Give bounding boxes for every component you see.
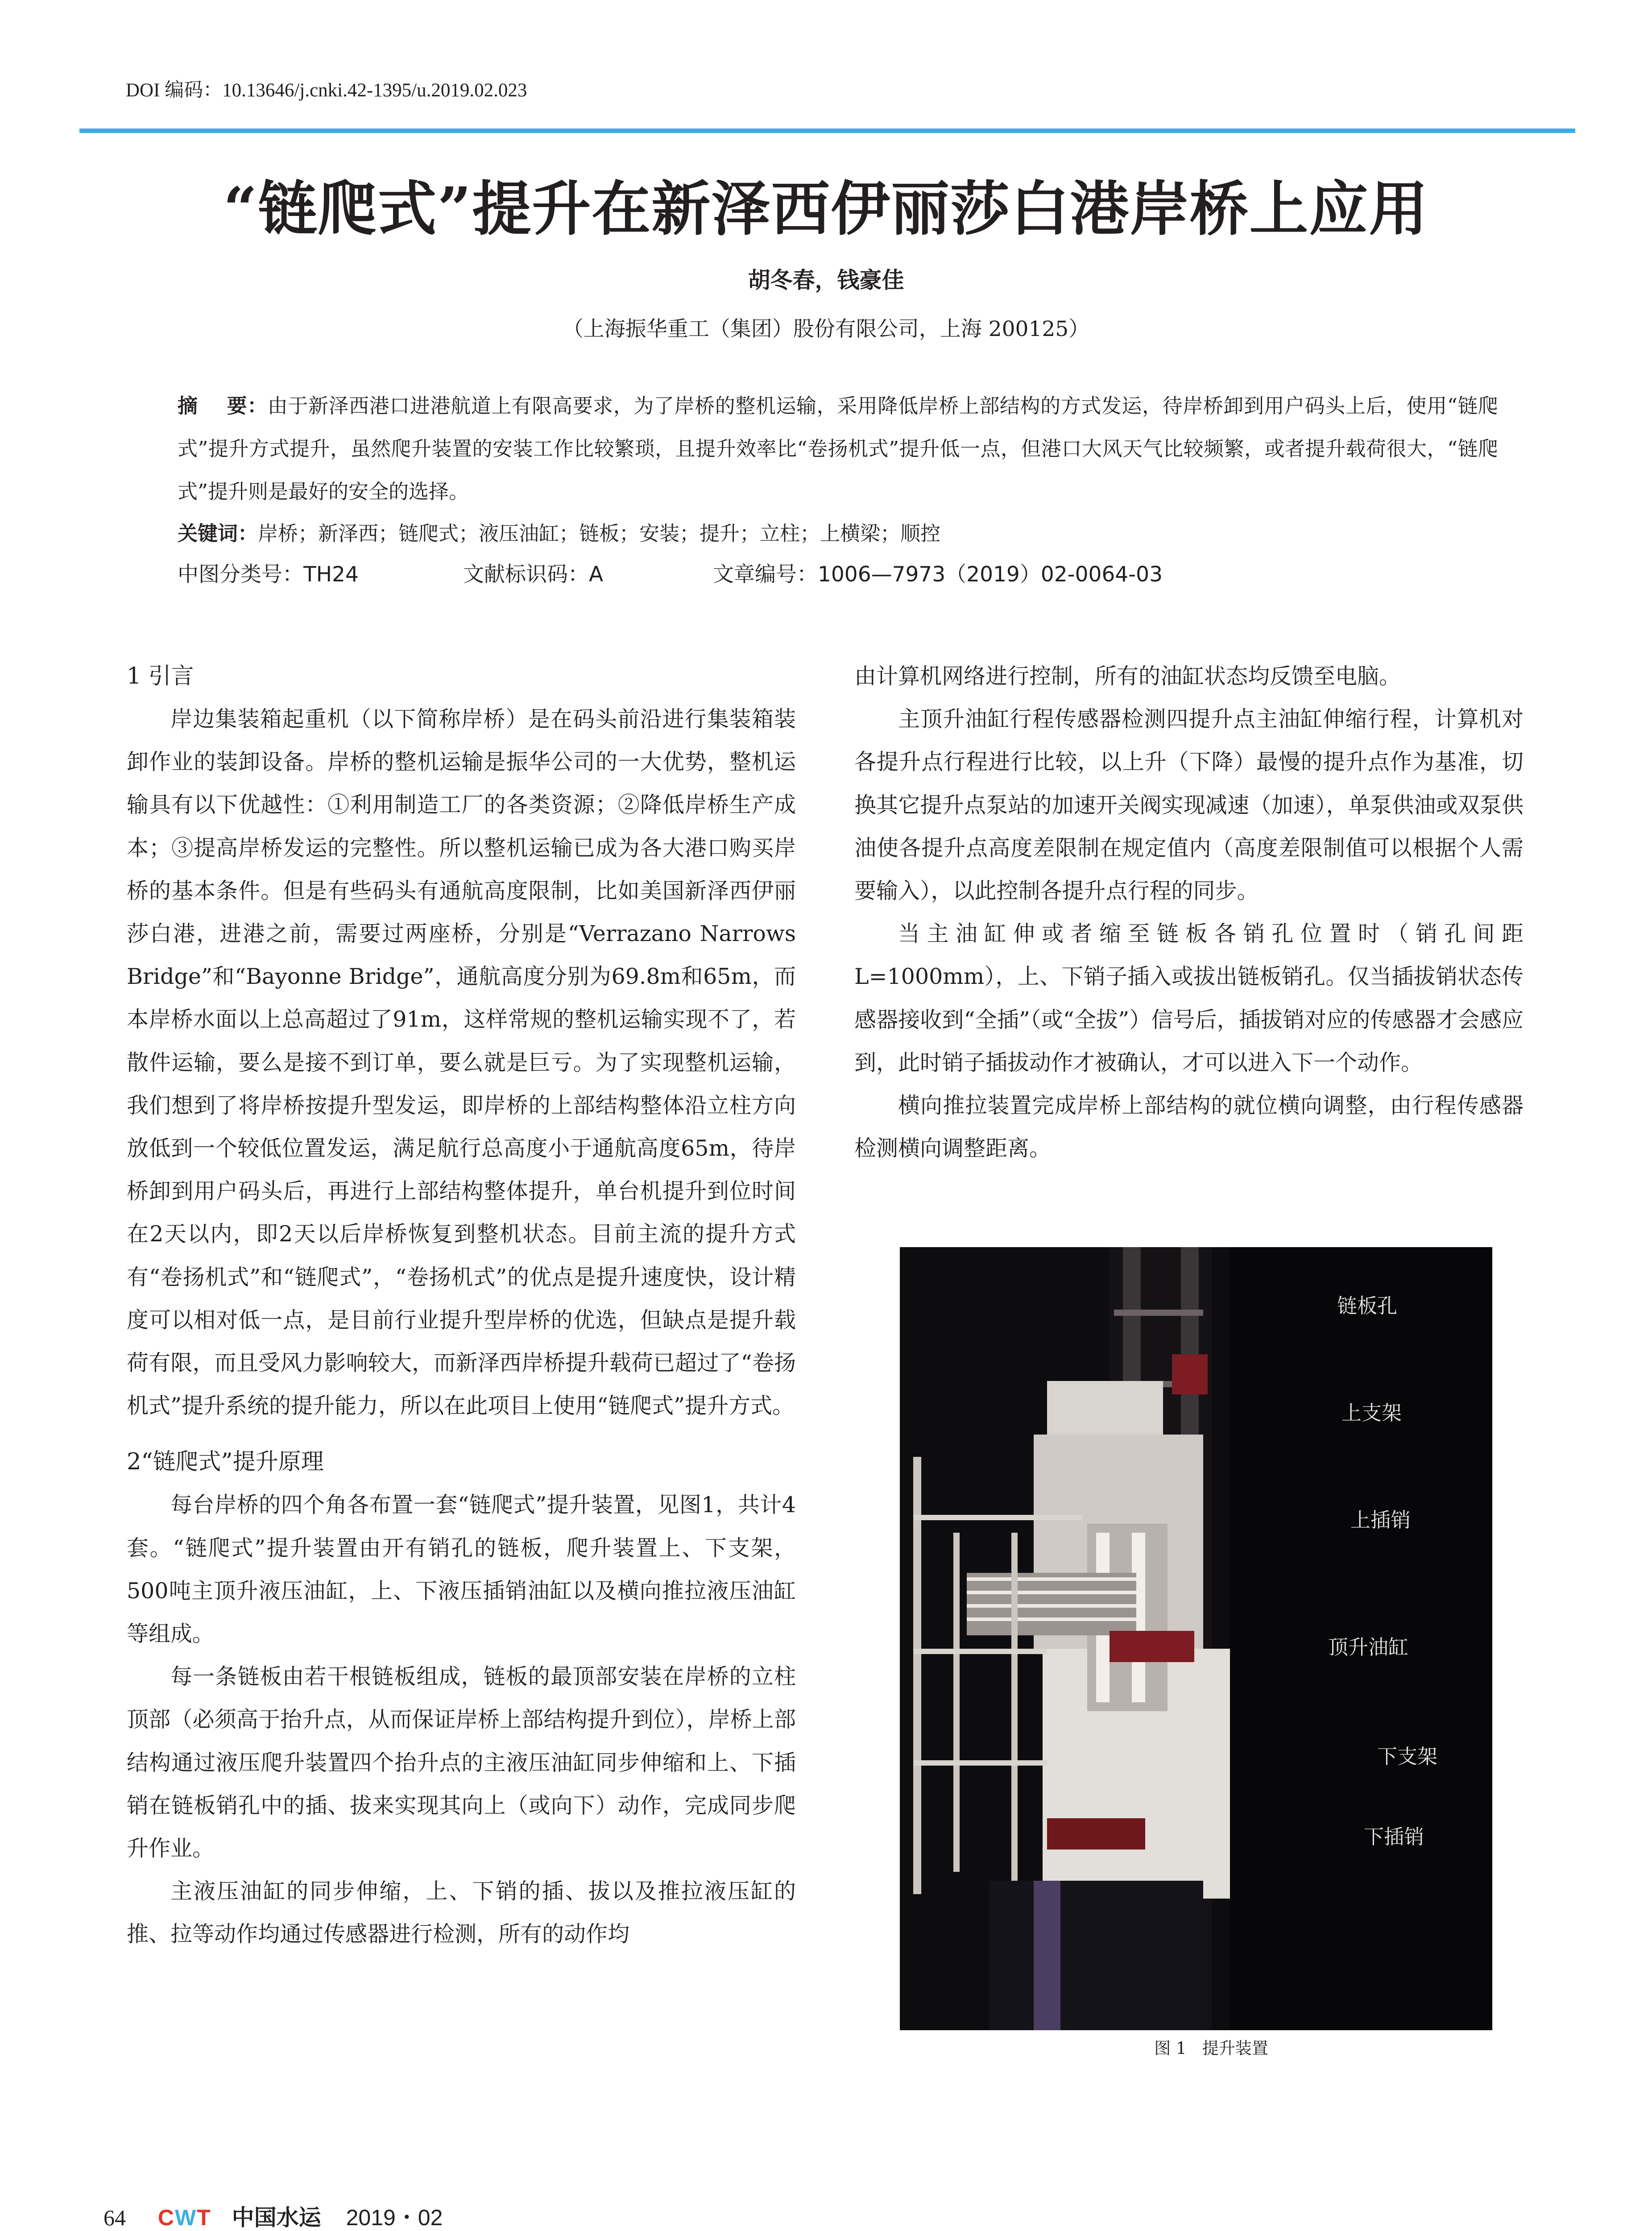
right-column <box>854 655 1524 1170</box>
callout-upper-bracket: 上支架 <box>1341 1401 1402 1425</box>
journal-logo <box>158 2205 211 2230</box>
keywords-text: 岸桥；新泽西；链爬式；液压油缸；链板；安装；提升；立柱；上横梁；顺控 <box>258 522 941 545</box>
right-paragraph-3: 当主油缸伸或者缩至链板各销孔位置时（销孔间距L=1000mm），上、下销子插入或拔出链板销孔。仅当插拔销状态传感器接收到“全插”（或“全拔”）信号后，插拔销对应的传感器才会感应到，此时销子插拔动作才被确认，才可以进入下一个动作。 <box>854 921 1524 1075</box>
doi-line: DOI 编码：10.13646/j.cnki.42-1395/u.2019.02.023 <box>126 80 527 101</box>
callout-upper-pin: 上插销 <box>1350 1508 1411 1532</box>
abstract-text: 由于新泽西港口进港航道上有限高要求，为了岸桥的整机运输，采用降低岸桥上部结构的方式发运，待岸桥卸到用户码头上后，使用“链爬式”提升方式提升，虽然爬升装置的安装工作比较繁琐，且提升效率比“卷扬机式”提升低一点，但港口大风天气比较频繁，或者提升载荷很大，“链爬式”提升则是最好的安全的选择。 <box>178 394 1498 503</box>
right-paragraph-4: 横向推拉装置完成岸桥上部结构的就位横向调整，由行程传感器检测横向调整距离。 <box>854 1093 1524 1161</box>
left-column <box>127 655 796 1956</box>
page-number: 64 <box>104 2205 126 2230</box>
journal-logo-t: T <box>197 2205 211 2230</box>
classification-row <box>178 553 1498 596</box>
keywords <box>178 512 1498 555</box>
article-title: “链爬式”提升在新泽西伊丽莎白港岸桥上应用 <box>223 174 1429 244</box>
document-code: 文献标识码：A <box>463 562 604 587</box>
abstract <box>178 385 1498 513</box>
header-rule <box>79 129 1575 133</box>
keywords-label: 关键词： <box>178 522 258 545</box>
classification-number: 中图分类号：TH24 <box>178 562 359 587</box>
figure-lifting-device-photo <box>900 1247 1492 2030</box>
right-paragraph-1: 由计算机网络进行控制，所有的油缸状态均反馈至电脑。 <box>854 663 1401 689</box>
section-2-paragraph-2: 每一条链板由若干根链板组成，链板的最顶部安装在岸桥的立柱顶部（必须高于抬升点，从而保证岸桥上部结构提升到位），岸桥上部结构通过液压爬升装置四个抬升点的主液压油缸同步伸缩和上、下插销在链板销孔中的插、拔来实现其向上（或向下）动作，完成同步爬升作业。 <box>127 1664 796 1862</box>
article-number: 文章编号：1006—7973（2019）02-0064-03 <box>713 562 1163 587</box>
right-paragraph-2: 主顶升油缸行程传感器检测四提升点主油缸伸缩行程，计算机对各提升点行程进行比较，以上升（下降）最慢的提升点作为基准，切换其它提升点泵站的加速开关阀实现减速（加速），单泵供油或双泵供油使各提升点高度差限制在规定值内（高度差限制值可以根据个人需要输入），以此控制各提升点行程的同步。 <box>854 706 1524 904</box>
figure-caption: 图 1 提升装置 <box>1154 2039 1268 2058</box>
callout-lower-bracket: 下支架 <box>1377 1745 1438 1768</box>
section-1-paragraph: 岸边集装箱起重机（以下简称岸桥）是在码头前沿进行集装箱装卸作业的装卸设备。岸桥的整机运输是振华公司的一大优势，整机运输具有以下优越性：①利用制造工厂的各类资源；②降低岸桥生产成本；③提高岸桥发运的完整性。所以整机运输已成为各大港口购买岸桥的基本条件。但是有些码头有通航高度限制，比如美国新泽西伊丽莎白港，进港之前，需要过两座桥，分别是“Verrazano Narrows Bridge”和“Bayonne Bridge”，通航高度分别为69.8m和65m，而本岸桥水面以上总高超过了91m，这样常规的整机运输实现不了，若散件运输，要么是接不到订单，要么就是巨亏。为了实现整机运输，我们想到了将岸桥按提升型发运，即岸桥的上部结构整体沿立柱方向放低到一个较低位置发运，满足航行总高度小于通航高度65m，待岸桥卸到用户码头后，再进行上部结构整体提升，单台机提升到位时间在2天以内，即2天以后岸桥恢复到整机状态。目前主流的提升方式有“卷扬机式”和“链爬式”，“卷扬机式”的优点是提升速度快，设计精度可以相对低一点，是目前行业提升型岸桥的优选，但缺点是提升载荷有限，而且受风力影响较大，而新泽西岸桥提升载荷已超过了“卷扬机式”提升系统的提升能力，所以在此项目上使用“链爬式”提升方式。 <box>127 706 796 1419</box>
journal-logo-w: W <box>175 2205 197 2230</box>
journal-name: 中国水运 <box>232 2204 321 2231</box>
section-2-paragraph-1: 每台岸桥的四个角各布置一套“链爬式”提升装置，见图1，共计4套。“链爬式”提升装置由开有销孔的链板，爬升装置上、下支架，500吨主顶升液压油缸，上、下液压插销油缸以及横向推拉液压油缸等组成。 <box>127 1492 796 1647</box>
section-2-paragraph-3: 主液压油缸的同步伸缩，上、下销的插、拔以及推拉液压缸的推、拉等动作均通过传感器进行检测，所有的动作均 <box>127 1879 796 1947</box>
journal-logo-c: C <box>157 2205 175 2230</box>
section-2-heading: 2“链爬式”提升原理 <box>127 1449 324 1476</box>
callout-chain-plate-hole: 链板孔 <box>1337 1294 1398 1318</box>
affiliation: （上海振华重工（集团）股份有限公司，上海 200125） <box>562 317 1090 341</box>
page-footer <box>104 2200 443 2231</box>
callout-lower-pin: 下插销 <box>1364 1825 1424 1849</box>
abstract-label: 摘 要： <box>178 394 268 418</box>
callout-jacking-cylinder: 顶升油缸 <box>1328 1635 1409 1659</box>
journal-issue: 2019・02 <box>346 2205 443 2230</box>
section-1-heading: 1 引言 <box>127 663 194 689</box>
authors: 胡冬春，钱豪佳 <box>748 267 904 293</box>
